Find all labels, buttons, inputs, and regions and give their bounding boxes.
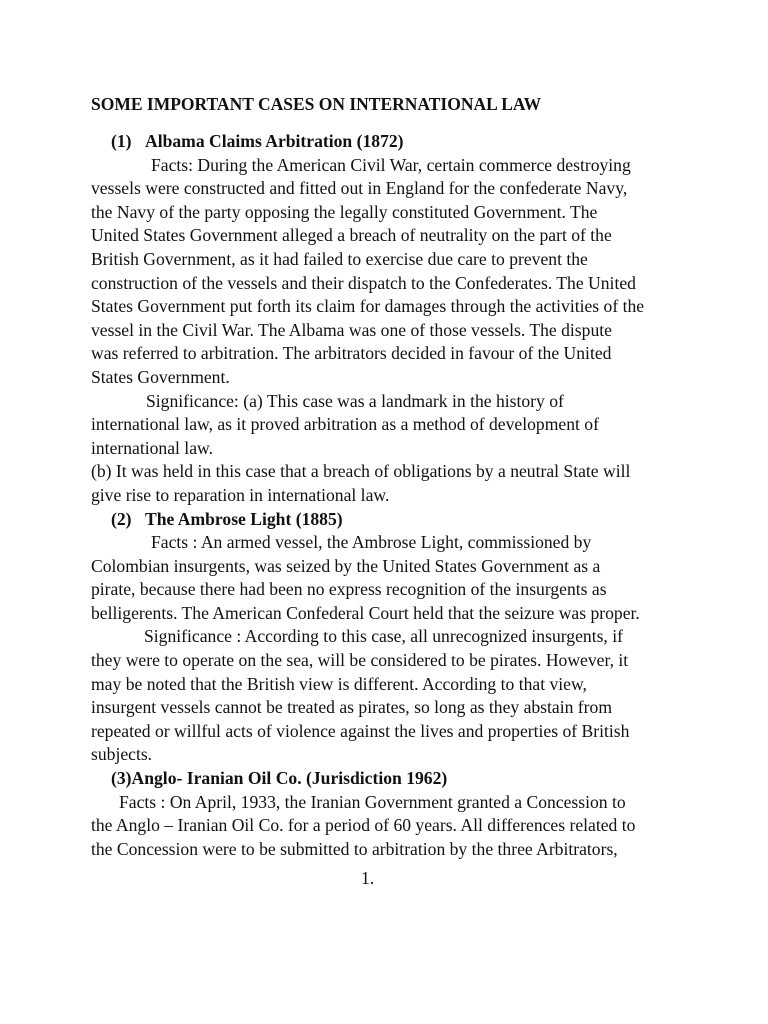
text-line: pirate, because there had been no express recognition of the insurgents as xyxy=(91,579,607,600)
text-line: give rise to reparation in international law. xyxy=(91,484,390,505)
case-title: Anglo- Iranian Oil Co. (Jurisdiction 1962) xyxy=(131,768,448,789)
document-title: SOME IMPORTANT CASES ON INTERNATIONAL LAW xyxy=(91,94,542,114)
text-line: States Government. xyxy=(91,366,230,387)
text-line: United States Government alleged a breach of neutrality on the part of the xyxy=(91,225,612,246)
case-significance xyxy=(91,390,731,461)
text-line: Facts : On April, 1933, the Iranian Government granted a Concession to xyxy=(119,791,626,812)
text-line: vessels were constructed and fitted out in England for the confederate Navy, xyxy=(91,178,628,199)
text-line: the Anglo – Iranian Oil Co. for a period of 60 years. All differences related to xyxy=(91,815,636,836)
case-significance xyxy=(91,625,731,767)
text-line: belligerents. The American Confederal Court held that the seizure was proper. xyxy=(91,602,640,623)
text-line: the Navy of the party opposing the legally constituted Government. The xyxy=(91,201,598,222)
case-title: Albama Claims Arbitration (1872) xyxy=(145,131,404,151)
case-number: (1) xyxy=(111,131,132,151)
case-facts xyxy=(91,154,731,390)
text-line: Facts : An armed vessel, the Ambrose Light, commissioned by xyxy=(151,532,592,553)
text-line: British Government, as it had failed to exercise due care to prevent the xyxy=(91,248,588,269)
case-3 xyxy=(91,767,731,861)
text-line: was referred to arbitration. The arbitrators decided in favour of the United xyxy=(91,343,612,364)
text-line: (b) It was held in this case that a breach of obligations by a neutral State will xyxy=(91,461,631,482)
text-line: Colombian insurgents, was seized by the United States Government as a xyxy=(91,555,601,576)
page-number: 1. xyxy=(361,868,375,888)
case-number: (2) xyxy=(111,508,132,529)
text-line: Significance : According to this case, all unrecognized insurgents, if xyxy=(144,626,623,647)
case-2 xyxy=(91,508,731,768)
case-number: (3) xyxy=(111,768,132,789)
text-line: subjects. xyxy=(91,744,153,765)
text-line: insurgent vessels cannot be treated as pirates, so long as they abstain from xyxy=(91,697,612,718)
case-heading xyxy=(91,767,731,791)
case-heading xyxy=(91,508,731,532)
case-1 xyxy=(91,130,731,508)
text-line: vessel in the Civil War. The Albama was one of those vessels. The dispute xyxy=(91,319,612,340)
case-facts xyxy=(91,531,731,625)
text-line: States Government put forth its claim for damages through the activities of the xyxy=(91,296,645,317)
text-line: Significance: (a) This case was a landmark in the history of xyxy=(146,390,564,411)
text-line: the Concession were to be submitted to arbitration by the three Arbitrators, xyxy=(91,838,618,859)
case-heading xyxy=(91,130,731,154)
text-line: they were to operate on the sea, will be considered to be pirates. However, it xyxy=(91,650,629,671)
case-facts xyxy=(91,791,731,862)
text-line: international law, as it proved arbitration as a method of development of xyxy=(91,414,599,435)
text-line: repeated or willful acts of violence against the lives and properties of British xyxy=(91,720,630,741)
text-line: Facts: During the American Civil War, certain commerce destroying xyxy=(151,154,631,175)
text-line: may be noted that the British view is different. According to that view, xyxy=(91,673,587,694)
document-body xyxy=(91,130,731,861)
text-line: international law. xyxy=(91,437,213,458)
case-significance-b xyxy=(91,460,731,507)
case-title: The Ambrose Light (1885) xyxy=(145,508,343,529)
text-line: construction of the vessels and their dispatch to the Confederates. The United xyxy=(91,272,636,293)
